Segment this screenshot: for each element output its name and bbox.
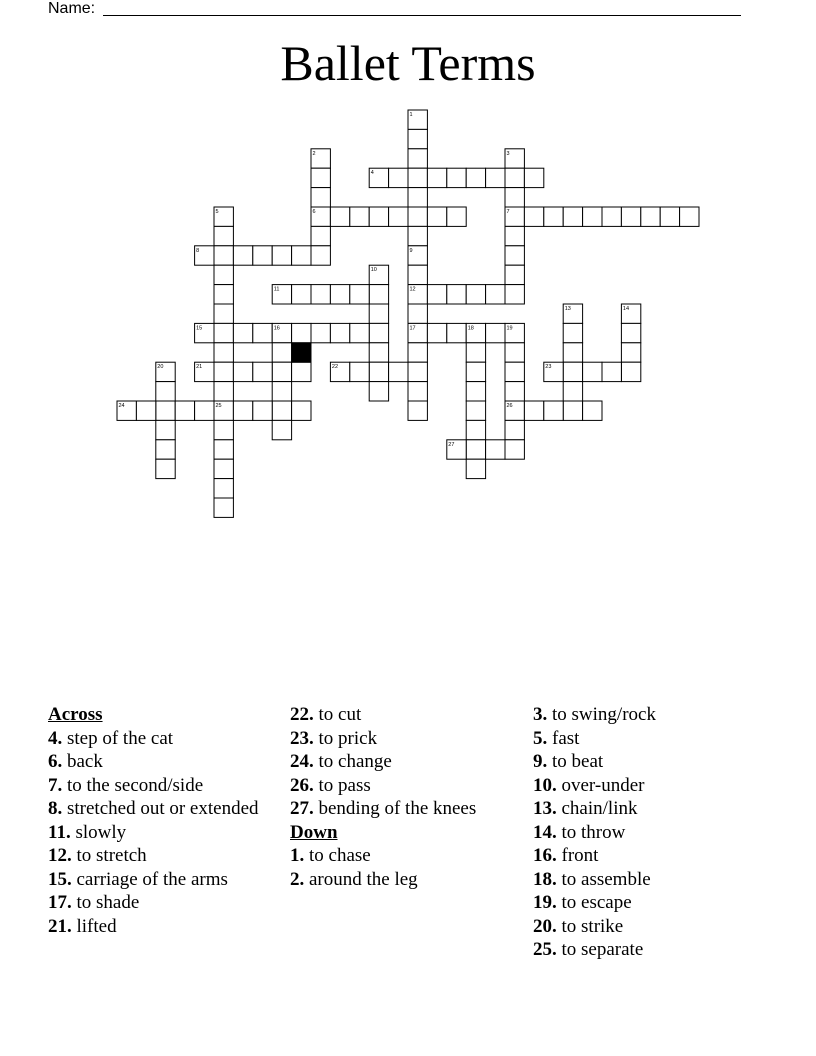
grid-cell[interactable] xyxy=(369,207,388,226)
grid-cell[interactable] xyxy=(311,323,330,342)
cell-number-12: 12 xyxy=(409,286,416,293)
across-clue xyxy=(48,727,288,751)
down-clue xyxy=(533,774,773,798)
clue-number: 19. xyxy=(533,892,557,913)
grid-cell[interactable] xyxy=(233,401,252,420)
down-clue xyxy=(290,868,530,892)
cell-number-20: 20 xyxy=(157,364,164,371)
grid-cell[interactable] xyxy=(214,440,233,459)
grid-cell[interactable] xyxy=(350,323,369,342)
cell-number-27: 27 xyxy=(448,441,455,448)
down-clue xyxy=(533,844,773,868)
grid-cell[interactable] xyxy=(253,401,272,420)
clue-number: 11. xyxy=(48,821,71,843)
grid-cell[interactable] xyxy=(583,207,602,226)
grid-cell[interactable] xyxy=(602,207,621,226)
cell-number-2: 2 xyxy=(312,150,316,157)
across-clue xyxy=(48,868,288,892)
grid-cell[interactable] xyxy=(466,382,485,401)
across-clue xyxy=(48,797,288,821)
across-clue xyxy=(48,774,288,798)
clue-number: 4. xyxy=(48,727,63,749)
clue-number: 9. xyxy=(533,751,548,772)
clue-number: 12. xyxy=(48,845,72,866)
down-heading: Down xyxy=(290,821,338,843)
grid-cell[interactable] xyxy=(214,246,233,265)
cell-number-18: 18 xyxy=(467,325,474,332)
clue-column-1 xyxy=(48,703,288,938)
down-clue xyxy=(533,727,773,751)
grid-cell[interactable] xyxy=(214,479,233,498)
down-clue xyxy=(533,915,773,939)
cell-number-8: 8 xyxy=(196,247,200,254)
grid-cell[interactable] xyxy=(524,207,543,226)
grid-cell[interactable] xyxy=(272,362,291,381)
grid-cell[interactable] xyxy=(427,323,446,342)
grid-cell[interactable] xyxy=(524,168,543,187)
grid-cell[interactable] xyxy=(408,149,427,168)
grid-cell[interactable] xyxy=(369,362,388,381)
clue-text: to pass xyxy=(313,774,371,796)
grid-cell[interactable] xyxy=(292,246,311,265)
clue-number: 20. xyxy=(533,915,557,937)
clue-number: 3. xyxy=(533,704,548,725)
grid-cell[interactable] xyxy=(253,246,272,265)
grid-cell[interactable] xyxy=(330,323,349,342)
clue-number: 14. xyxy=(533,821,557,843)
grid-cell[interactable] xyxy=(214,226,233,245)
grid-cell[interactable] xyxy=(311,226,330,245)
grid-cell[interactable] xyxy=(466,440,485,459)
across-clue xyxy=(48,844,288,868)
grid-cell[interactable] xyxy=(466,362,485,381)
grid-cell[interactable] xyxy=(136,401,155,420)
grid-cell[interactable] xyxy=(292,323,311,342)
grid-cell[interactable] xyxy=(621,362,640,381)
clue-text: bending of the knees xyxy=(313,798,477,819)
clue-text: chain/link xyxy=(556,798,638,819)
grid-cell[interactable] xyxy=(583,401,602,420)
grid-cell[interactable] xyxy=(156,420,175,439)
grid-cell[interactable] xyxy=(233,246,252,265)
clue-number: 17. xyxy=(48,892,72,913)
cell-number-13: 13 xyxy=(564,306,571,312)
grid-cell[interactable] xyxy=(214,498,233,517)
grid-cell[interactable] xyxy=(408,343,427,362)
grid-cell[interactable] xyxy=(408,401,427,420)
grid-cell[interactable] xyxy=(602,362,621,381)
grid-cell[interactable] xyxy=(214,265,233,284)
cell-number-16: 16 xyxy=(273,325,280,332)
cell-number-6: 6 xyxy=(312,209,316,215)
cell-number-3: 3 xyxy=(506,150,510,157)
clue-number: 2. xyxy=(290,868,305,890)
down-clue xyxy=(533,821,773,845)
down-clue xyxy=(533,868,773,892)
grid-cell[interactable] xyxy=(505,420,524,439)
grid-cell[interactable] xyxy=(311,188,330,207)
grid-cell[interactable] xyxy=(408,265,427,284)
clue-number: 10. xyxy=(533,774,557,796)
across-clue xyxy=(48,750,288,774)
grid-cell[interactable] xyxy=(214,362,233,381)
grid-cell[interactable] xyxy=(292,401,311,420)
clue-number: 13. xyxy=(533,798,557,819)
grid-cell[interactable] xyxy=(408,382,427,401)
down-clue xyxy=(533,797,773,821)
across-clue xyxy=(48,891,288,915)
grid-cell[interactable] xyxy=(272,401,291,420)
grid-cell[interactable] xyxy=(680,207,699,226)
clue-text: to swing/rock xyxy=(547,704,656,725)
grid-cell[interactable] xyxy=(466,168,485,187)
grid-cell[interactable] xyxy=(505,285,524,304)
clue-number: 21. xyxy=(48,915,72,937)
grid-cell[interactable] xyxy=(505,168,524,187)
grid-cell[interactable] xyxy=(447,323,466,342)
clue-number: 26. xyxy=(290,774,314,796)
grid-cell[interactable] xyxy=(505,265,524,284)
grid-cell[interactable] xyxy=(292,285,311,304)
cell-number-11: 11 xyxy=(273,286,280,293)
grid-cell[interactable] xyxy=(563,362,582,381)
down-clue xyxy=(533,750,773,774)
cell-number-4: 4 xyxy=(370,170,374,177)
down-clue xyxy=(533,703,773,727)
cell-number-1: 1 xyxy=(409,112,413,118)
clue-number: 18. xyxy=(533,868,557,890)
grid-cell[interactable] xyxy=(544,401,563,420)
grid-cell[interactable] xyxy=(311,246,330,265)
grid-cell[interactable] xyxy=(660,207,679,226)
grid-cell[interactable] xyxy=(427,168,446,187)
clue-number: 8. xyxy=(48,798,63,819)
across-clue xyxy=(290,703,530,727)
grid-cell[interactable] xyxy=(214,304,233,323)
clue-text: stretched out or extended xyxy=(62,798,259,819)
grid-cell[interactable] xyxy=(233,323,252,342)
grid-cell[interactable] xyxy=(175,401,194,420)
clue-text: to separate xyxy=(556,939,644,960)
clue-number: 6. xyxy=(48,751,63,772)
grid-cell[interactable] xyxy=(253,323,272,342)
grid-cell[interactable] xyxy=(272,382,291,401)
grid-cell[interactable] xyxy=(156,382,175,401)
grid-cell[interactable] xyxy=(156,401,175,420)
grid-cell[interactable] xyxy=(466,401,485,420)
grid-cell[interactable] xyxy=(272,343,291,362)
clue-number: 25. xyxy=(533,939,557,960)
clue-text: front xyxy=(556,845,599,866)
across-clue xyxy=(290,797,530,821)
cell-number-22: 22 xyxy=(331,364,339,371)
grid-cell[interactable] xyxy=(505,362,524,381)
grid-cell[interactable] xyxy=(214,343,233,362)
grid-cell[interactable] xyxy=(350,362,369,381)
clue-text: carriage of the arms xyxy=(71,868,228,890)
grid-cell[interactable] xyxy=(447,285,466,304)
grid-cell[interactable] xyxy=(330,207,349,226)
grid-cell[interactable] xyxy=(214,323,233,342)
grid-cell[interactable] xyxy=(350,285,369,304)
grid-cell[interactable] xyxy=(486,323,505,342)
clue-text: to cut xyxy=(313,704,362,725)
name-label: Name: xyxy=(48,0,96,17)
grid-cell[interactable] xyxy=(389,207,408,226)
cell-number-14: 14 xyxy=(622,306,630,312)
grid-cell[interactable] xyxy=(544,207,563,226)
clue-number: 7. xyxy=(48,774,63,796)
clue-text: to chase xyxy=(304,845,371,866)
clue-number: 1. xyxy=(290,845,305,866)
grid-cell[interactable] xyxy=(408,129,427,148)
grid-cell[interactable] xyxy=(621,343,640,362)
clue-text: slowly xyxy=(70,821,127,843)
grid-cell[interactable] xyxy=(233,362,252,381)
cell-number-26: 26 xyxy=(506,403,513,409)
clue-number: 16. xyxy=(533,845,557,866)
grid-cell[interactable] xyxy=(563,382,582,401)
grid-cell[interactable] xyxy=(369,343,388,362)
clue-number: 27. xyxy=(290,798,314,819)
black-cell xyxy=(292,343,311,362)
grid-cell[interactable] xyxy=(292,362,311,381)
clue-text: to shade xyxy=(71,892,140,913)
cell-number-10: 10 xyxy=(370,267,377,274)
cell-number-19: 19 xyxy=(506,325,513,332)
grid-cell[interactable] xyxy=(466,285,485,304)
grid-cell[interactable] xyxy=(272,246,291,265)
clue-column-3 xyxy=(533,703,773,962)
clue-number: 23. xyxy=(290,727,314,749)
grid-cell[interactable] xyxy=(447,207,466,226)
clue-number: 24. xyxy=(290,751,314,772)
down-clue xyxy=(533,891,773,915)
across-clue xyxy=(290,750,530,774)
grid-cell[interactable] xyxy=(369,382,388,401)
grid-cell[interactable] xyxy=(408,304,427,323)
grid-cell[interactable] xyxy=(486,440,505,459)
grid-cell[interactable] xyxy=(408,188,427,207)
clue-text: to the second/side xyxy=(62,774,204,796)
clue-number: 22. xyxy=(290,704,314,725)
clue-text: to beat xyxy=(547,751,604,772)
grid-cell[interactable] xyxy=(486,285,505,304)
grid-cell[interactable] xyxy=(563,207,582,226)
clue-text: to throw xyxy=(556,821,626,843)
cell-number-25: 25 xyxy=(215,403,222,409)
grid-cell[interactable] xyxy=(156,459,175,478)
cell-number-24: 24 xyxy=(118,403,125,409)
clue-text: back xyxy=(62,751,103,772)
clue-number: 15. xyxy=(48,868,72,890)
clue-text: to change xyxy=(313,751,392,772)
clue-text: to escape xyxy=(556,892,632,913)
across-clue xyxy=(290,727,530,751)
grid-cell[interactable] xyxy=(466,420,485,439)
clue-text: to prick xyxy=(313,727,378,749)
grid-cell[interactable] xyxy=(563,343,582,362)
clue-text: fast xyxy=(547,727,580,749)
clue-text: step of the cat xyxy=(62,727,174,749)
clue-text: over-under xyxy=(556,774,645,796)
grid-cell[interactable] xyxy=(369,285,388,304)
cell-number-5: 5 xyxy=(215,209,219,215)
grid-cell[interactable] xyxy=(156,440,175,459)
grid-cell[interactable] xyxy=(505,343,524,362)
grid-cell[interactable] xyxy=(214,459,233,478)
cell-number-15: 15 xyxy=(196,325,203,332)
grid-cell[interactable] xyxy=(311,285,330,304)
grid-cell[interactable] xyxy=(408,362,427,381)
grid-cell[interactable] xyxy=(505,226,524,245)
clue-text: lifted xyxy=(71,915,117,937)
grid-cell[interactable] xyxy=(563,401,582,420)
grid-cell[interactable] xyxy=(427,207,446,226)
grid-cell[interactable] xyxy=(505,382,524,401)
grid-cell[interactable] xyxy=(505,188,524,207)
grid-cell[interactable] xyxy=(214,382,233,401)
across-clue xyxy=(48,821,288,845)
grid-cell[interactable] xyxy=(466,343,485,362)
across-clue xyxy=(290,774,530,798)
across-heading: Across xyxy=(48,704,103,725)
grid-cell[interactable] xyxy=(621,323,640,342)
grid-cell[interactable] xyxy=(486,168,505,187)
grid-cell[interactable] xyxy=(524,401,543,420)
grid-cell[interactable] xyxy=(195,401,214,420)
grid-cell[interactable] xyxy=(350,207,369,226)
clue-number: 5. xyxy=(533,727,548,749)
grid-cell[interactable] xyxy=(369,323,388,342)
grid-cell[interactable] xyxy=(583,362,602,381)
cell-number-7: 7 xyxy=(506,209,510,215)
clue-text: around the leg xyxy=(304,868,418,890)
cell-number-21: 21 xyxy=(196,364,203,371)
page-title: Ballet Terms xyxy=(280,35,536,91)
grid-cell[interactable] xyxy=(408,207,427,226)
grid-cell[interactable] xyxy=(330,285,349,304)
grid-cell[interactable] xyxy=(427,285,446,304)
grid-cell[interactable] xyxy=(563,323,582,342)
across-clue xyxy=(48,915,288,939)
clue-column-2 xyxy=(290,703,530,891)
grid-cell[interactable] xyxy=(253,362,272,381)
grid-cell[interactable] xyxy=(408,168,427,187)
clue-text: to assemble xyxy=(556,868,651,890)
grid-cell[interactable] xyxy=(214,285,233,304)
grid-cell[interactable] xyxy=(505,246,524,265)
grid-cell[interactable] xyxy=(447,168,466,187)
cell-number-17: 17 xyxy=(409,325,416,332)
grid-cell[interactable] xyxy=(389,362,408,381)
grid-cell[interactable] xyxy=(641,207,660,226)
grid-cell[interactable] xyxy=(408,226,427,245)
down-clue xyxy=(533,938,773,962)
grid-cell[interactable] xyxy=(214,420,233,439)
down-clue xyxy=(290,844,530,868)
grid-cell[interactable] xyxy=(466,459,485,478)
grid-cell[interactable] xyxy=(369,304,388,323)
grid-cell[interactable] xyxy=(621,207,640,226)
cell-number-9: 9 xyxy=(409,247,413,254)
grid-cell[interactable] xyxy=(272,420,291,439)
grid-cell[interactable] xyxy=(311,168,330,187)
grid-cell[interactable] xyxy=(505,440,524,459)
clue-text: to stretch xyxy=(71,845,147,866)
cell-number-23: 23 xyxy=(545,364,552,371)
clue-text: to strike xyxy=(556,915,624,937)
grid-cell[interactable] xyxy=(389,168,408,187)
